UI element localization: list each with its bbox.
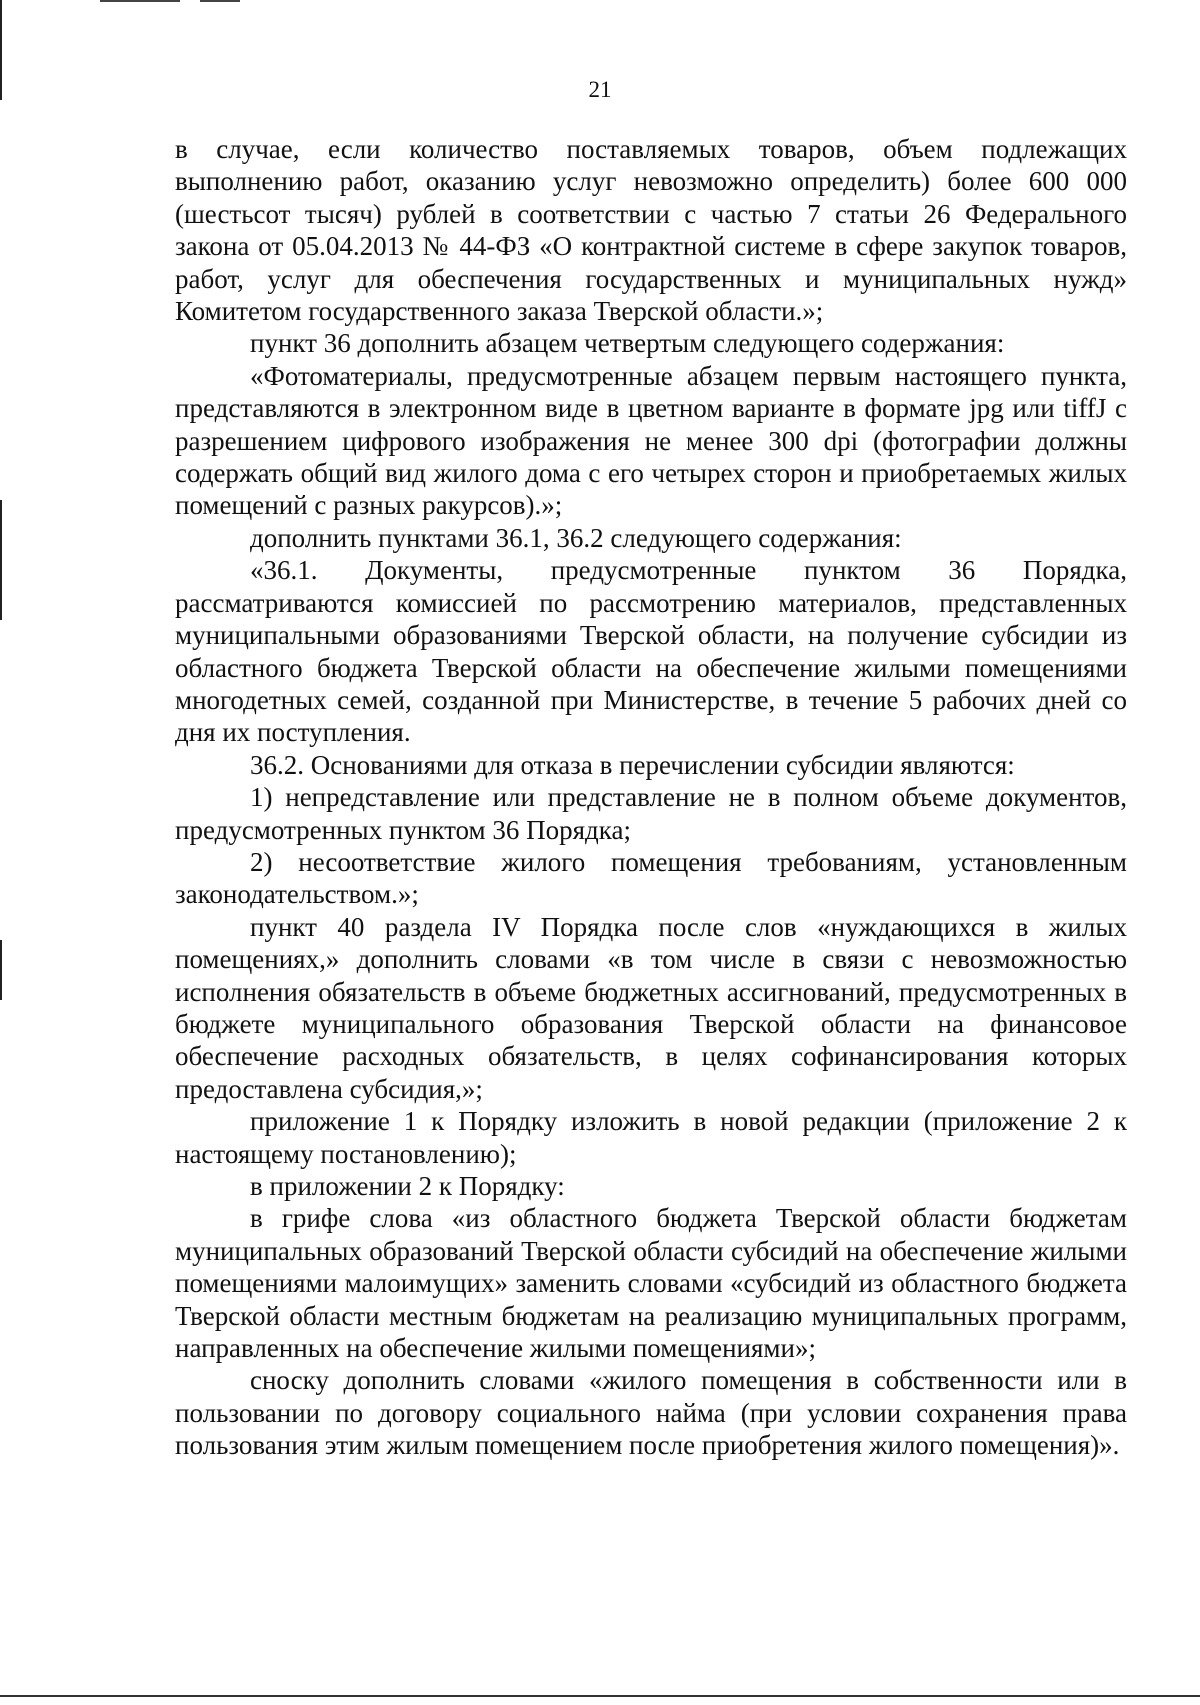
scan-edge-mark-left [0, 500, 2, 620]
page-number: 21 [588, 77, 612, 102]
paragraph: приложение 1 к Порядку изложить в новой редакции (приложение 2 к настоящему постановлению); [175, 1106, 1127, 1169]
paragraph: в приложении 2 к Порядку: [250, 1171, 565, 1201]
paragraph: 2) несоответствие жилого помещения требованиям, установленным законодательством.»; [175, 846, 1127, 910]
paragraph: «Фотоматериалы, предусмотренные абзацем первым настоящего пункта, представляются в электронном виде в цветном варианте в формате jpg или tiffJ с разрешением цифрового изображения не менее 300 dpi (фотографии должны содержать общий вид жилого дома с его четырех сторон и приобретаемых жилых помещений с разных ракурсов).»; [175, 360, 1127, 521]
document-body [175, 133, 1127, 1462]
paragraph: дополнить пунктами 36.1, 36.2 следующего содержания: [250, 522, 902, 553]
scan-edge-mark-bottom [0, 1695, 1200, 1697]
paragraph: «36.1. Документы, предусмотренные пунктом 36 Порядка, рассматриваются комиссией по рассмотрению материалов, представленных муниципальными образованиями Тверской области, на получение субсидии из областного бюджета Тверской области на обеспечение жилыми помещениями многодетных семей, созданной при Министерстве, в течение 5 рабочих дней со дня их поступления. [175, 555, 1127, 748]
scan-edge-mark-left [0, 940, 2, 1000]
paragraph: пункт 36 дополнить абзацем четвертым следующего содержания: [250, 328, 1005, 359]
paragraph: пункт 40 раздела IV Порядка после слов «нуждающихся в жилых помещениях,» дополнить словами «в том числе в связи с невозможностью исполнения обязательств в объеме бюджетных ассигнований, предусмотренных в бюджете муниципального образования Тверской области на финансовое обеспечение расходных обязательств, в целях софинансирования которых предоставлена субсидия,»; [175, 911, 1127, 1104]
scan-edge-mark-top [100, 0, 180, 2]
paragraph: сноску дополнить словами «жилого помещения в собственности или в пользовании по договору социального найма (при условии сохранения права пользования этим жилым помещением после приобретения жилого помещения)». [175, 1365, 1127, 1461]
paragraph: 1) непредставление или представление не в полном объеме документов, предусмотренных пунктом 36 Порядка; [175, 782, 1127, 845]
paragraph: в случае, если количество поставляемых товаров, объем подлежащих выполнению работ, оказанию услуг невозможно определить) более 600 000 (шестьсот тысяч) рублей в соответствии с частью 7 статьи 26 Федерального закона от 05.04.2013 № 44-ФЗ «О контрактной системе в сфере закупок товаров, работ, услуг для обеспечения государственных и муниципальных нужд» Комитетом государственного заказа Тверской области.»; [175, 134, 1127, 327]
scan-edge-mark-top-right [200, 0, 240, 2]
paragraph: 36.2. Основаниями для отказа в перечислении субсидии являются: [250, 749, 1015, 780]
paragraph: в грифе слова «из областного бюджета Тверской области бюджетам муниципальных образований Тверской области субсидий на обеспечение жилыми помещениями малоимущих» заменить словами «субсидий из областного бюджета Тверской области местным бюджетам на реализацию муниципальных программ, направленных на обеспечение жилыми помещениями»; [175, 1203, 1127, 1364]
